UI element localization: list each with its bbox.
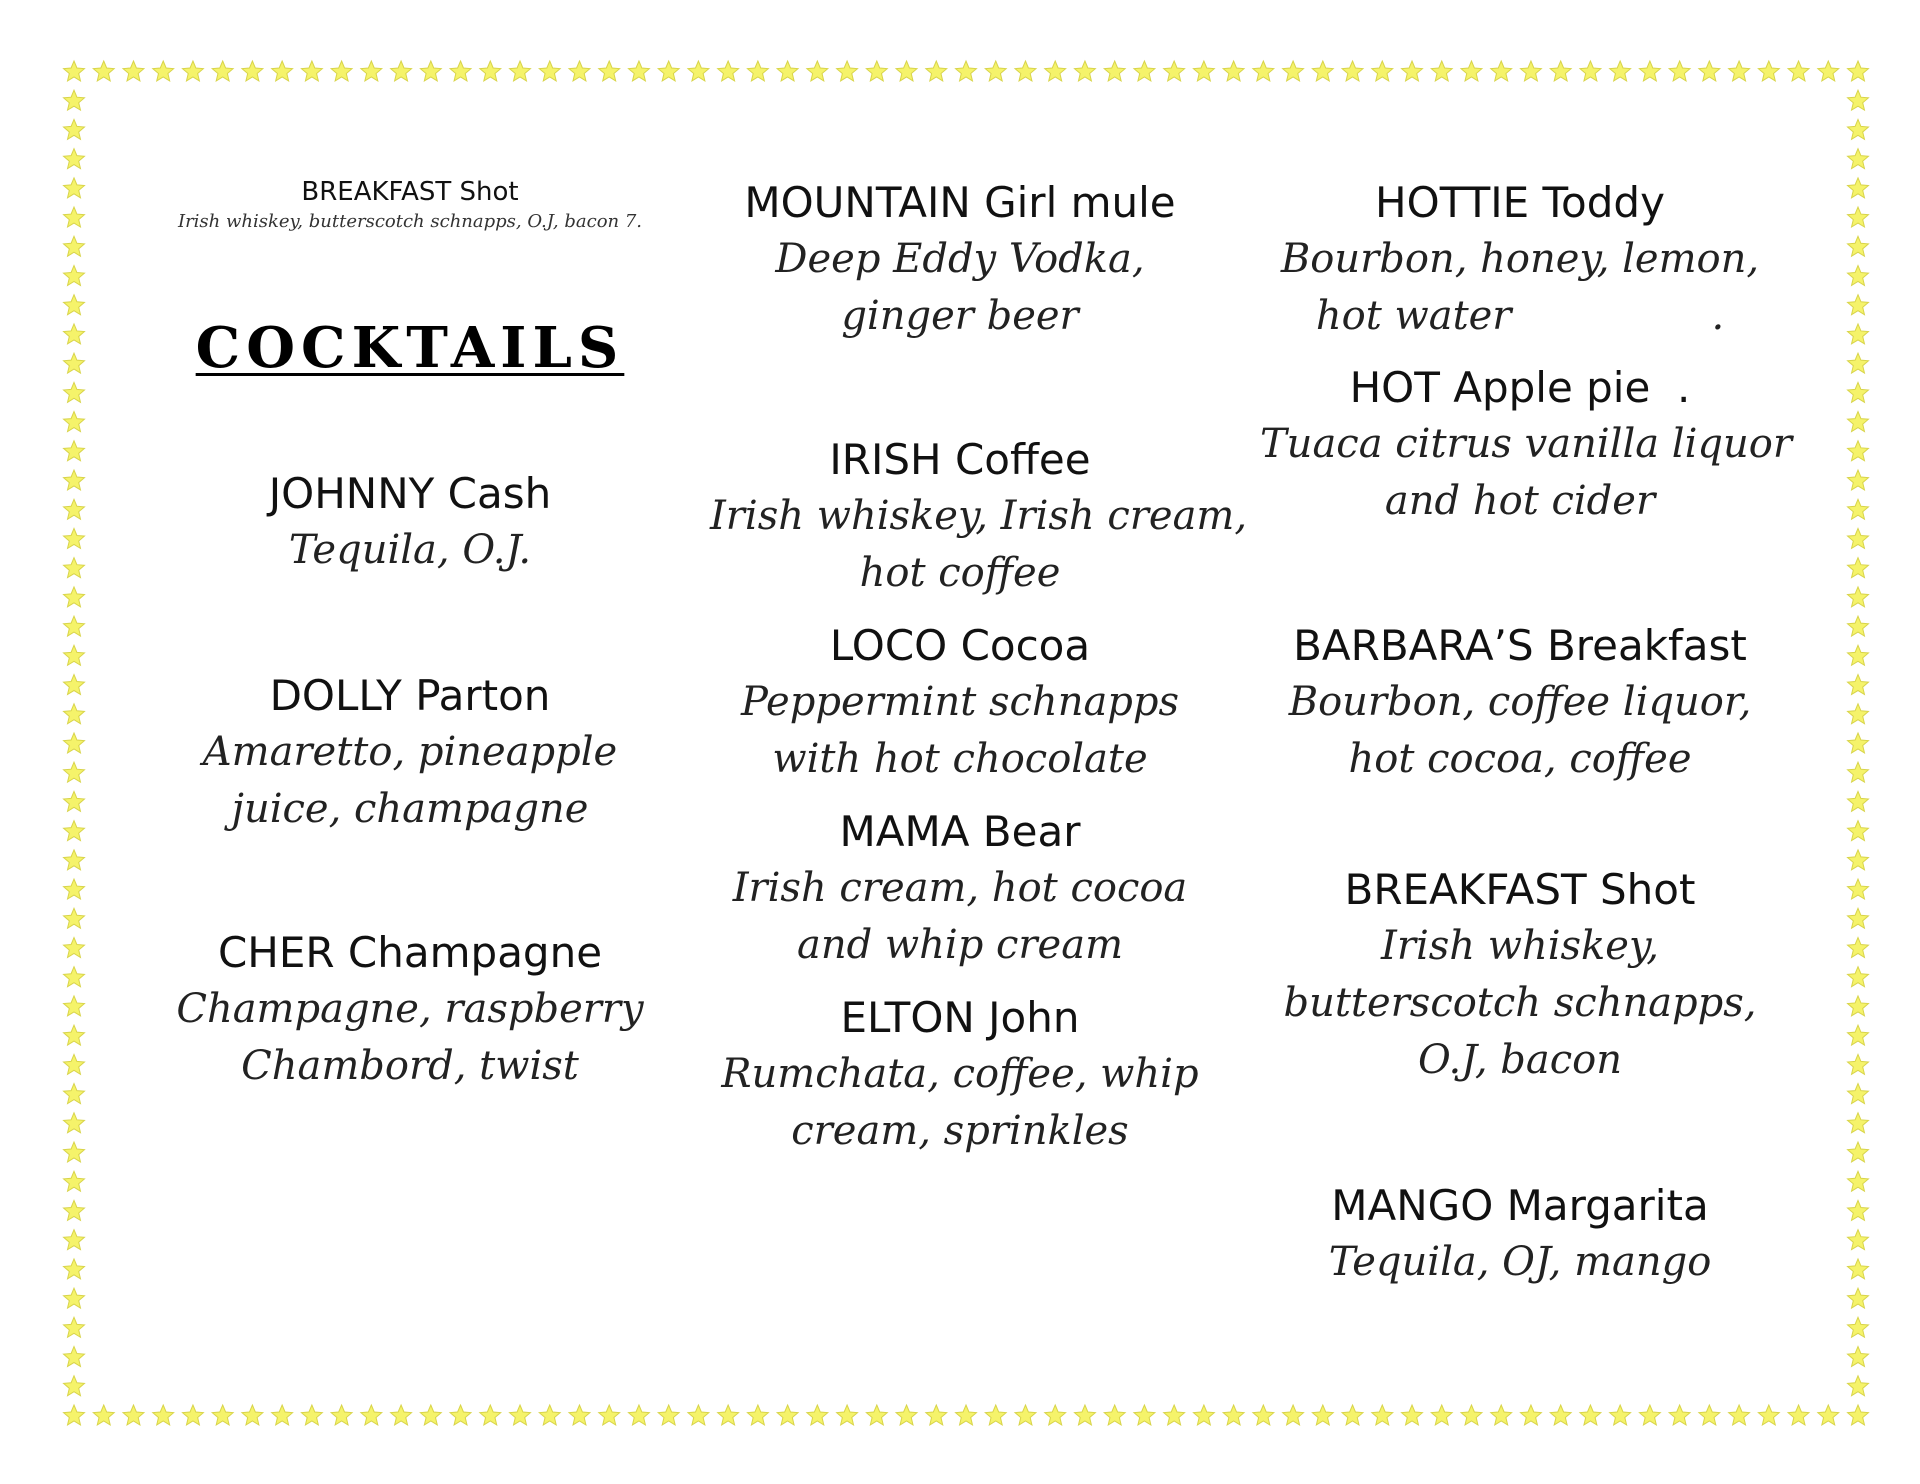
star-icon: [64, 762, 85, 782]
star-icon: [1610, 1405, 1631, 1425]
item-name: LOCO Cocoa: [829, 621, 1091, 670]
item-name: MOUNTAIN Girl mule: [744, 178, 1176, 227]
star-icon: [64, 1200, 85, 1220]
star-icon: [64, 470, 85, 490]
menu-item: [160, 466, 660, 579]
star-icon: [1015, 61, 1036, 81]
star-icon: [1848, 1025, 1869, 1045]
star-icon: [1342, 61, 1363, 81]
star-icon: [1461, 61, 1482, 81]
star-icon: [64, 733, 85, 753]
star-icon: [1848, 879, 1869, 899]
item-name: ELTON John: [840, 993, 1080, 1042]
item-description: O.J, bacon: [1418, 1037, 1622, 1083]
star-icon: [896, 61, 917, 81]
star-icon: [480, 1405, 501, 1425]
star-icon: [1580, 61, 1601, 81]
cocktails-heading: COCKTAILS: [195, 315, 625, 381]
star-icon: [1134, 1405, 1155, 1425]
star-icon: [1342, 1405, 1363, 1425]
star-icon: [64, 382, 85, 402]
star-icon: [1848, 1171, 1869, 1191]
star-icon: [1223, 61, 1244, 81]
star-icon: [420, 1405, 441, 1425]
star-icon: [1669, 1405, 1690, 1425]
item-description: Irish cream, hot cocoa: [732, 865, 1188, 911]
menu-item: [160, 668, 660, 838]
star-icon: [1848, 1054, 1869, 1074]
star-icon: [1283, 1405, 1304, 1425]
item-description: ginger beer: [841, 293, 1079, 339]
star-icon: [1848, 266, 1869, 286]
item-description: Bourbon, coffee liquor,: [1288, 679, 1752, 725]
star-icon: [1848, 1200, 1869, 1220]
star-icon: [1848, 1376, 1869, 1396]
item-description: and hot cider: [1384, 478, 1656, 524]
star-icon: [64, 996, 85, 1016]
item-name: HOT Apple pie: [1349, 363, 1651, 412]
star-icon: [1550, 1405, 1571, 1425]
item-description: hot water: [1315, 293, 1512, 339]
small-menu-item: [160, 175, 660, 235]
star-icon: [153, 1405, 174, 1425]
star-icon: [718, 1405, 739, 1425]
item-description: Peppermint schnapps: [740, 679, 1180, 725]
star-icon: [64, 587, 85, 607]
star-icon: [956, 1405, 977, 1425]
star-icon: [64, 675, 85, 695]
star-icon: [1818, 1405, 1839, 1425]
star-icon: [64, 1171, 85, 1191]
star-icon: [64, 1347, 85, 1367]
star-icon: [361, 61, 382, 81]
menu-item: [1260, 618, 1780, 788]
star-icon: [1669, 61, 1690, 81]
star-icon: [64, 353, 85, 373]
star-icon: [331, 61, 352, 81]
star-icon: [64, 879, 85, 899]
star-icon: [599, 61, 620, 81]
menu-item: [710, 618, 1210, 788]
small-item-name: BREAKFAST Shot: [301, 177, 519, 207]
item-description: cream, sprinkles: [791, 1108, 1129, 1154]
star-icon: [1848, 324, 1869, 344]
star-icon: [331, 1405, 352, 1425]
star-icon: [64, 61, 85, 81]
star-icon: [64, 207, 85, 227]
star-icon: [1848, 1230, 1869, 1250]
star-icon: [64, 908, 85, 928]
star-icon: [1848, 675, 1869, 695]
star-icon: [1848, 61, 1869, 81]
star-icon: [1372, 1405, 1393, 1425]
star-icon: [837, 61, 858, 81]
star-icon: [1193, 1405, 1214, 1425]
star-icon: [1848, 1317, 1869, 1337]
item-description: Irish whiskey, Irish cream,: [710, 493, 1248, 539]
menu-item: [1260, 175, 1780, 345]
star-icon: [807, 1405, 828, 1425]
star-icon: [1699, 1405, 1720, 1425]
star-icon: [1461, 1405, 1482, 1425]
star-icon: [777, 1405, 798, 1425]
star-icon: [64, 441, 85, 461]
trailing-dot: .: [1677, 363, 1691, 412]
star-icon: [985, 1405, 1006, 1425]
star-icon: [1074, 61, 1095, 81]
star-icon: [539, 61, 560, 81]
star-icon: [64, 119, 85, 139]
star-icon: [1848, 295, 1869, 315]
star-icon: [1402, 61, 1423, 81]
star-icon: [64, 1288, 85, 1308]
star-icon: [64, 967, 85, 987]
star-icon: [510, 61, 531, 81]
star-icon: [1729, 61, 1750, 81]
menu-item: [710, 175, 1210, 345]
star-icon: [1848, 236, 1869, 256]
item-name: CHER Champagne: [217, 928, 603, 977]
star-icon: [1848, 1113, 1869, 1133]
star-icon: [985, 61, 1006, 81]
star-icon: [956, 61, 977, 81]
star-icon: [64, 90, 85, 110]
star-icon: [123, 61, 144, 81]
trailing-dot: .: [1711, 293, 1725, 339]
star-icon: [1729, 1405, 1750, 1425]
item-description: juice, champagne: [231, 786, 589, 832]
star-icon: [64, 412, 85, 432]
star-icon: [1639, 1405, 1660, 1425]
star-icon: [1431, 1405, 1452, 1425]
star-icon: [688, 61, 709, 81]
star-icon: [718, 61, 739, 81]
item-description: with hot chocolate: [772, 736, 1148, 782]
item-name: IRISH Coffee: [829, 435, 1091, 484]
star-icon: [301, 61, 322, 81]
star-icon: [1848, 821, 1869, 841]
star-icon: [182, 1405, 203, 1425]
star-icon: [807, 61, 828, 81]
item-description: hot coffee: [859, 550, 1061, 596]
star-icon: [1848, 441, 1869, 461]
star-icon: [212, 61, 233, 81]
star-icon: [361, 1405, 382, 1425]
star-icon: [1104, 61, 1125, 81]
item-description: Bourbon, honey, lemon,: [1280, 236, 1760, 282]
item-description: Amaretto, pineapple: [202, 729, 618, 775]
star-icon: [391, 61, 412, 81]
item-description: and whip cream: [796, 922, 1123, 968]
star-icon: [64, 704, 85, 724]
star-icon: [64, 266, 85, 286]
item-description: Deep Eddy Vodka,: [775, 236, 1145, 282]
star-icon: [1134, 61, 1155, 81]
star-icon: [1848, 119, 1869, 139]
star-icon: [1848, 1142, 1869, 1162]
star-icon: [64, 499, 85, 519]
star-icon: [64, 1084, 85, 1104]
item-description: Rumchata, coffee, whip: [721, 1051, 1199, 1097]
star-icon: [64, 1376, 85, 1396]
star-icon: [866, 61, 887, 81]
star-icon: [1253, 61, 1274, 81]
star-icon: [658, 61, 679, 81]
star-icon: [64, 616, 85, 636]
star-icon: [1848, 90, 1869, 110]
star-icon: [1312, 1405, 1333, 1425]
small-item-description: Irish whiskey, butterscotch schnapps, O.J, bacon 7.: [177, 211, 643, 232]
star-icon: [628, 1405, 649, 1425]
item-description: Tequila, O.J.: [288, 527, 532, 573]
star-icon: [123, 1405, 144, 1425]
star-icon: [1848, 558, 1869, 578]
star-icon: [1253, 1405, 1274, 1425]
star-icon: [1848, 791, 1869, 811]
star-icon: [1520, 1405, 1541, 1425]
star-icon: [569, 61, 590, 81]
star-icon: [1283, 61, 1304, 81]
star-icon: [1848, 996, 1869, 1016]
star-icon: [688, 1405, 709, 1425]
star-icon: [866, 1405, 887, 1425]
star-icon: [1848, 1405, 1869, 1425]
item-name: DOLLY Parton: [269, 671, 551, 720]
star-icon: [747, 61, 768, 81]
star-icon: [212, 1405, 233, 1425]
star-icon: [837, 1405, 858, 1425]
star-icon: [1550, 61, 1571, 81]
star-icon: [1402, 1405, 1423, 1425]
star-icon: [64, 1113, 85, 1133]
star-icon: [64, 558, 85, 578]
star-icon: [1074, 1405, 1095, 1425]
star-icon: [1164, 1405, 1185, 1425]
star-icon: [450, 1405, 471, 1425]
star-icon: [1848, 1084, 1869, 1104]
item-name: MAMA Bear: [839, 807, 1081, 856]
star-icon: [182, 61, 203, 81]
star-icon: [1223, 1405, 1244, 1425]
item-description: butterscotch schnapps,: [1283, 980, 1757, 1026]
star-icon: [64, 850, 85, 870]
item-description: Tequila, OJ, mango: [1328, 1239, 1712, 1285]
star-icon: [242, 1405, 263, 1425]
star-icon: [391, 1405, 412, 1425]
star-icon: [450, 61, 471, 81]
star-icon: [1758, 61, 1779, 81]
star-icon: [1848, 499, 1869, 519]
star-icon: [64, 1054, 85, 1074]
menu-item: [710, 804, 1210, 974]
star-icon: [1520, 61, 1541, 81]
star-icon: [64, 1405, 85, 1425]
star-icon: [1848, 1288, 1869, 1308]
star-icon: [272, 1405, 293, 1425]
item-description: Champagne, raspberry: [176, 986, 644, 1032]
star-icon: [926, 61, 947, 81]
menu-item: [1260, 862, 1780, 1089]
star-icon: [1848, 178, 1869, 198]
star-icon: [1848, 704, 1869, 724]
star-icon: [1788, 61, 1809, 81]
star-icon: [420, 61, 441, 81]
star-icon: [1848, 587, 1869, 607]
star-icon: [93, 61, 114, 81]
item-name: HOTTIE Toddy: [1375, 178, 1665, 227]
star-icon: [64, 1317, 85, 1337]
star-icon: [1848, 207, 1869, 227]
item-description-row: [1260, 288, 1780, 345]
star-icon: [510, 1405, 531, 1425]
star-icon: [64, 1025, 85, 1045]
star-icon: [628, 61, 649, 81]
star-icon: [1848, 528, 1869, 548]
star-icon: [153, 61, 174, 81]
item-description: Chambord, twist: [241, 1043, 579, 1089]
star-icon: [1312, 61, 1333, 81]
star-icon: [64, 295, 85, 315]
star-icon: [1580, 1405, 1601, 1425]
star-icon: [1848, 616, 1869, 636]
item-name: BREAKFAST Shot: [1344, 865, 1696, 914]
star-icon: [64, 1230, 85, 1250]
star-icon: [1193, 61, 1214, 81]
star-icon: [1491, 1405, 1512, 1425]
star-icon: [1164, 61, 1185, 81]
star-icon: [1848, 470, 1869, 490]
star-icon: [1610, 61, 1631, 81]
star-icon: [1848, 1347, 1869, 1367]
star-icon: [64, 938, 85, 958]
star-icon: [1848, 353, 1869, 373]
star-icon: [1758, 1405, 1779, 1425]
star-icon: [64, 1259, 85, 1279]
star-icon: [1848, 850, 1869, 870]
item-name: BARBARA’S Breakfast: [1293, 621, 1747, 670]
star-icon: [64, 528, 85, 548]
star-icon: [1848, 149, 1869, 169]
star-icon: [64, 178, 85, 198]
star-icon: [1848, 908, 1869, 928]
item-name-row: [1260, 360, 1780, 416]
star-icon: [301, 1405, 322, 1425]
menu-item: [1260, 1178, 1780, 1291]
item-name: MANGO Margarita: [1331, 1181, 1709, 1230]
star-icon: [1848, 382, 1869, 402]
star-icon: [1848, 1259, 1869, 1279]
star-icon: [1848, 412, 1869, 432]
star-icon: [64, 1142, 85, 1162]
item-description: hot cocoa, coffee: [1348, 736, 1692, 782]
item-description: Irish whiskey,: [1381, 923, 1659, 969]
star-icon: [93, 1405, 114, 1425]
star-icon: [1848, 645, 1869, 665]
star-icon: [1045, 1405, 1066, 1425]
star-icon: [64, 149, 85, 169]
star-icon: [64, 236, 85, 256]
star-icon: [539, 1405, 560, 1425]
star-icon: [1848, 733, 1869, 753]
star-icon: [1639, 61, 1660, 81]
menu-item: [710, 432, 1248, 602]
menu-item: [710, 990, 1210, 1160]
star-icon: [1104, 1405, 1125, 1425]
menu-item: [160, 925, 660, 1095]
item-name: JOHNNY Cash: [268, 469, 552, 518]
star-icon: [1431, 61, 1452, 81]
star-icon: [1699, 61, 1720, 81]
star-icon: [242, 61, 263, 81]
menu-item: [1260, 360, 1792, 530]
star-icon: [64, 645, 85, 665]
star-icon: [480, 61, 501, 81]
star-icon: [926, 1405, 947, 1425]
star-icon: [64, 324, 85, 344]
star-icon: [272, 61, 293, 81]
star-icon: [747, 1405, 768, 1425]
star-icon: [1818, 61, 1839, 81]
star-icon: [64, 821, 85, 841]
star-icon: [1045, 61, 1066, 81]
star-icon: [599, 1405, 620, 1425]
star-icon: [1015, 1405, 1036, 1425]
star-icon: [1848, 967, 1869, 987]
star-icon: [1491, 61, 1512, 81]
star-icon: [64, 791, 85, 811]
item-description: Tuaca citrus vanilla liquor: [1260, 421, 1792, 467]
star-icon: [1848, 762, 1869, 782]
star-icon: [658, 1405, 679, 1425]
star-icon: [896, 1405, 917, 1425]
star-icon: [1372, 61, 1393, 81]
star-icon: [1848, 938, 1869, 958]
star-icon: [569, 1405, 590, 1425]
star-icon: [1788, 1405, 1809, 1425]
star-icon: [777, 61, 798, 81]
